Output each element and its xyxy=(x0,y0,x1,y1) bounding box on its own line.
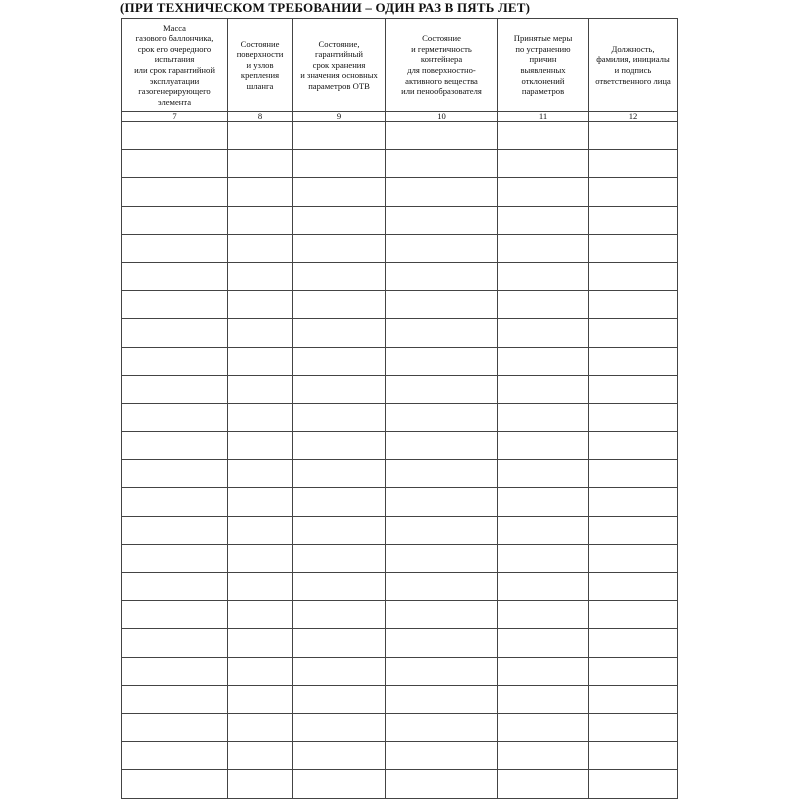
header-line: шланга xyxy=(246,80,274,91)
entry-cell[interactable] xyxy=(386,432,498,460)
entry-cell[interactable] xyxy=(122,432,228,460)
entry-cell[interactable] xyxy=(386,178,498,206)
header-line: контейнера xyxy=(420,54,463,65)
entry-cell[interactable] xyxy=(386,206,498,234)
entry-cell[interactable] xyxy=(498,685,589,713)
entry-cell[interactable] xyxy=(122,206,228,234)
entry-cell[interactable] xyxy=(589,713,678,741)
column-number: 12 xyxy=(589,112,678,122)
entry-cell[interactable] xyxy=(228,150,293,178)
table-row xyxy=(122,516,678,544)
header-line: и значения основных xyxy=(300,70,378,81)
entry-cell[interactable] xyxy=(589,319,678,347)
entry-cell[interactable] xyxy=(293,573,386,601)
entry-cell[interactable] xyxy=(293,601,386,629)
entry-cell[interactable] xyxy=(386,713,498,741)
table-row xyxy=(122,742,678,770)
entry-cell[interactable] xyxy=(386,234,498,262)
column-number-row xyxy=(122,112,678,122)
entry-cell[interactable] xyxy=(293,262,386,290)
entry-cell[interactable] xyxy=(498,460,589,488)
entry-cell[interactable] xyxy=(122,488,228,516)
entry-cell[interactable] xyxy=(122,234,228,262)
entry-cell[interactable] xyxy=(122,262,228,290)
entry-cell[interactable] xyxy=(228,460,293,488)
header-line: срок его очередного xyxy=(137,43,212,54)
entry-cell[interactable] xyxy=(122,742,228,770)
table-row xyxy=(122,488,678,516)
entry-cell[interactable] xyxy=(589,742,678,770)
entry-cell[interactable] xyxy=(122,573,228,601)
entry-cell[interactable] xyxy=(386,403,498,431)
entry-cell[interactable] xyxy=(498,770,589,798)
header-row xyxy=(122,19,678,112)
entry-cell[interactable] xyxy=(122,685,228,713)
entry-cell[interactable] xyxy=(589,657,678,685)
inspection-log-table xyxy=(121,18,678,799)
entry-cell[interactable] xyxy=(498,657,589,685)
entry-cell[interactable] xyxy=(498,150,589,178)
entry-cell[interactable] xyxy=(589,262,678,290)
header-line: и узлов xyxy=(246,59,274,70)
header-line: Принятые меры xyxy=(513,33,573,44)
header-line: или срок гарантийной xyxy=(134,65,215,75)
header-line: элемента xyxy=(157,96,192,107)
entry-cell[interactable] xyxy=(228,770,293,798)
header-line: газового баллончика, xyxy=(135,33,214,44)
header-line: параметров ОТВ xyxy=(308,80,370,91)
table-row xyxy=(122,657,678,685)
entry-cell[interactable] xyxy=(293,629,386,657)
entry-cell[interactable] xyxy=(228,262,293,290)
entry-cell[interactable] xyxy=(228,657,293,685)
entry-cell[interactable] xyxy=(293,291,386,319)
table-row xyxy=(122,601,678,629)
entry-cell[interactable] xyxy=(498,178,589,206)
entry-cell[interactable] xyxy=(293,178,386,206)
header-line: для поверхностно- xyxy=(407,65,476,75)
entry-cell[interactable] xyxy=(228,601,293,629)
entry-cell[interactable] xyxy=(228,432,293,460)
header-line: выявленных xyxy=(520,65,566,75)
entry-cell[interactable] xyxy=(498,206,589,234)
header-cell-responsible xyxy=(589,19,678,112)
header-line: Должность, xyxy=(611,43,655,54)
entry-cell[interactable] xyxy=(293,742,386,770)
entry-cell[interactable] xyxy=(386,150,498,178)
header-line: и подпись xyxy=(614,65,652,75)
table-row xyxy=(122,319,678,347)
entry-cell[interactable] xyxy=(386,460,498,488)
table-row xyxy=(122,685,678,713)
entry-cell[interactable] xyxy=(386,685,498,713)
header-cell-hose xyxy=(228,19,293,112)
entry-cell[interactable] xyxy=(386,657,498,685)
entry-cell[interactable] xyxy=(386,742,498,770)
entry-cell[interactable] xyxy=(498,629,589,657)
entry-cell[interactable] xyxy=(293,516,386,544)
entry-cell[interactable] xyxy=(589,770,678,798)
entry-cell[interactable] xyxy=(589,150,678,178)
entry-cell[interactable] xyxy=(122,291,228,319)
table-row xyxy=(122,629,678,657)
header-line: гарантийный xyxy=(315,49,363,60)
entry-cell[interactable] xyxy=(122,601,228,629)
entry-cell[interactable] xyxy=(293,403,386,431)
table-row xyxy=(122,375,678,403)
entry-cell[interactable] xyxy=(122,403,228,431)
column-number: 9 xyxy=(293,112,386,122)
page-heading: (ПРИ ТЕХНИЧЕСКОМ ТРЕБОВАНИИ – ОДИН РАЗ В ПЯТЬ ЛЕТ) xyxy=(120,0,531,15)
header-line: Масса xyxy=(162,22,186,33)
table-row xyxy=(122,262,678,290)
entry-cell[interactable] xyxy=(228,742,293,770)
entry-cell[interactable] xyxy=(122,460,228,488)
entry-cell[interactable] xyxy=(498,291,589,319)
entry-cell[interactable] xyxy=(386,770,498,798)
entry-cell[interactable] xyxy=(498,347,589,375)
table-row xyxy=(122,432,678,460)
entry-cell[interactable] xyxy=(386,544,498,572)
table-row xyxy=(122,713,678,741)
table-row xyxy=(122,573,678,601)
table-row xyxy=(122,403,678,431)
entry-cell[interactable] xyxy=(293,122,386,150)
entry-cell[interactable] xyxy=(293,488,386,516)
entry-cell[interactable] xyxy=(589,403,678,431)
entry-cell[interactable] xyxy=(122,516,228,544)
entry-cell[interactable] xyxy=(386,629,498,657)
entry-cell[interactable] xyxy=(122,347,228,375)
entry-cell[interactable] xyxy=(228,573,293,601)
entry-cell[interactable] xyxy=(386,573,498,601)
entry-cell[interactable] xyxy=(589,122,678,150)
entry-cell[interactable] xyxy=(293,319,386,347)
entry-cell[interactable] xyxy=(386,347,498,375)
entry-cell[interactable] xyxy=(293,432,386,460)
entry-cell[interactable] xyxy=(228,347,293,375)
entry-cell[interactable] xyxy=(589,375,678,403)
entry-cell[interactable] xyxy=(228,685,293,713)
header-line: Состояние, xyxy=(318,38,360,49)
table-row xyxy=(122,150,678,178)
header-line: параметров xyxy=(521,86,565,97)
entry-cell[interactable] xyxy=(498,122,589,150)
entry-cell[interactable] xyxy=(228,516,293,544)
entry-cell[interactable] xyxy=(228,403,293,431)
header-line: по устранению xyxy=(515,43,571,54)
entry-cell[interactable] xyxy=(498,432,589,460)
entry-cell[interactable] xyxy=(589,488,678,516)
entry-cell[interactable] xyxy=(293,770,386,798)
entry-cell[interactable] xyxy=(293,713,386,741)
table-row xyxy=(122,544,678,572)
entry-cell[interactable] xyxy=(589,206,678,234)
table-row xyxy=(122,122,678,150)
header-line: поверхности xyxy=(236,49,284,60)
table-row xyxy=(122,770,678,798)
entry-cell[interactable] xyxy=(589,460,678,488)
entry-cell[interactable] xyxy=(293,375,386,403)
header-cell-agent xyxy=(293,19,386,112)
table-row xyxy=(122,206,678,234)
entry-cell[interactable] xyxy=(122,770,228,798)
header-line: эксплуатации xyxy=(149,75,200,86)
entry-cell[interactable] xyxy=(122,178,228,206)
entry-cell[interactable] xyxy=(228,319,293,347)
table-row xyxy=(122,291,678,319)
header-cell-mass xyxy=(122,19,228,112)
table-row xyxy=(122,234,678,262)
entry-cell[interactable] xyxy=(122,629,228,657)
entry-cell[interactable] xyxy=(228,122,293,150)
entry-cell[interactable] xyxy=(293,544,386,572)
entry-cell[interactable] xyxy=(589,432,678,460)
entry-cell[interactable] xyxy=(293,150,386,178)
column-number: 7 xyxy=(122,112,228,122)
entry-cell[interactable] xyxy=(498,573,589,601)
entry-cell[interactable] xyxy=(122,150,228,178)
entry-cell[interactable] xyxy=(228,206,293,234)
column-number: 11 xyxy=(498,112,589,122)
entry-cell[interactable] xyxy=(386,488,498,516)
entry-cell[interactable] xyxy=(228,375,293,403)
entry-cell[interactable] xyxy=(498,713,589,741)
entry-cell[interactable] xyxy=(228,629,293,657)
entry-cell[interactable] xyxy=(228,234,293,262)
entry-cell[interactable] xyxy=(122,375,228,403)
entry-cell[interactable] xyxy=(498,742,589,770)
header-line: причин xyxy=(529,54,557,65)
entry-cell[interactable] xyxy=(589,347,678,375)
entry-cell[interactable] xyxy=(293,460,386,488)
entry-cell[interactable] xyxy=(589,234,678,262)
entry-cell[interactable] xyxy=(386,601,498,629)
entry-cell[interactable] xyxy=(498,375,589,403)
entry-cell[interactable] xyxy=(228,488,293,516)
entry-cell[interactable] xyxy=(386,375,498,403)
entry-cell[interactable] xyxy=(589,629,678,657)
table-row xyxy=(122,460,678,488)
entry-cell[interactable] xyxy=(498,234,589,262)
entry-cell[interactable] xyxy=(498,319,589,347)
header-line: срок хранения xyxy=(312,59,366,70)
header-line: ответственного лица xyxy=(595,75,671,86)
entry-cell[interactable] xyxy=(386,122,498,150)
entry-cell[interactable] xyxy=(122,657,228,685)
header-line: активного вещества xyxy=(405,75,478,86)
entry-cell[interactable] xyxy=(589,178,678,206)
entry-cell[interactable] xyxy=(589,573,678,601)
table-row xyxy=(122,178,678,206)
entry-cell[interactable] xyxy=(293,347,386,375)
entry-cell[interactable] xyxy=(498,488,589,516)
entry-cell[interactable] xyxy=(293,685,386,713)
entry-cell[interactable] xyxy=(228,713,293,741)
column-number: 8 xyxy=(228,112,293,122)
entry-cell[interactable] xyxy=(498,601,589,629)
entry-cell[interactable] xyxy=(589,601,678,629)
entry-cell[interactable] xyxy=(228,291,293,319)
table-row xyxy=(122,347,678,375)
entry-cell[interactable] xyxy=(122,122,228,150)
log-table-body xyxy=(122,122,678,799)
entry-cell[interactable] xyxy=(122,713,228,741)
header-cell-measures xyxy=(498,19,589,112)
entry-cell[interactable] xyxy=(293,657,386,685)
header-line: фамилия, инициалы xyxy=(596,54,670,65)
entry-cell[interactable] xyxy=(498,544,589,572)
entry-cell[interactable] xyxy=(293,206,386,234)
column-number: 10 xyxy=(386,112,498,122)
entry-cell[interactable] xyxy=(386,319,498,347)
entry-cell[interactable] xyxy=(589,291,678,319)
entry-cell[interactable] xyxy=(228,544,293,572)
entry-cell[interactable] xyxy=(498,262,589,290)
entry-cell[interactable] xyxy=(293,234,386,262)
header-line: и герметичность xyxy=(411,43,472,54)
entry-cell[interactable] xyxy=(386,516,498,544)
entry-cell[interactable] xyxy=(589,685,678,713)
entry-cell[interactable] xyxy=(589,516,678,544)
header-line: или пенообразователя xyxy=(401,86,482,97)
entry-cell[interactable] xyxy=(498,403,589,431)
header-line: крепления xyxy=(240,70,280,81)
header-line: Состояние xyxy=(240,38,280,49)
header-cell-container xyxy=(386,19,498,112)
entry-cell[interactable] xyxy=(228,178,293,206)
entry-cell[interactable] xyxy=(122,544,228,572)
header-line: отклонений xyxy=(521,75,565,86)
header-line: Состояние xyxy=(422,33,461,44)
header-line: газогенерирующего xyxy=(138,86,211,97)
entry-cell[interactable] xyxy=(386,262,498,290)
entry-cell[interactable] xyxy=(498,516,589,544)
entry-cell[interactable] xyxy=(589,544,678,572)
entry-cell[interactable] xyxy=(386,291,498,319)
entry-cell[interactable] xyxy=(122,319,228,347)
header-line: испытания xyxy=(154,54,195,65)
